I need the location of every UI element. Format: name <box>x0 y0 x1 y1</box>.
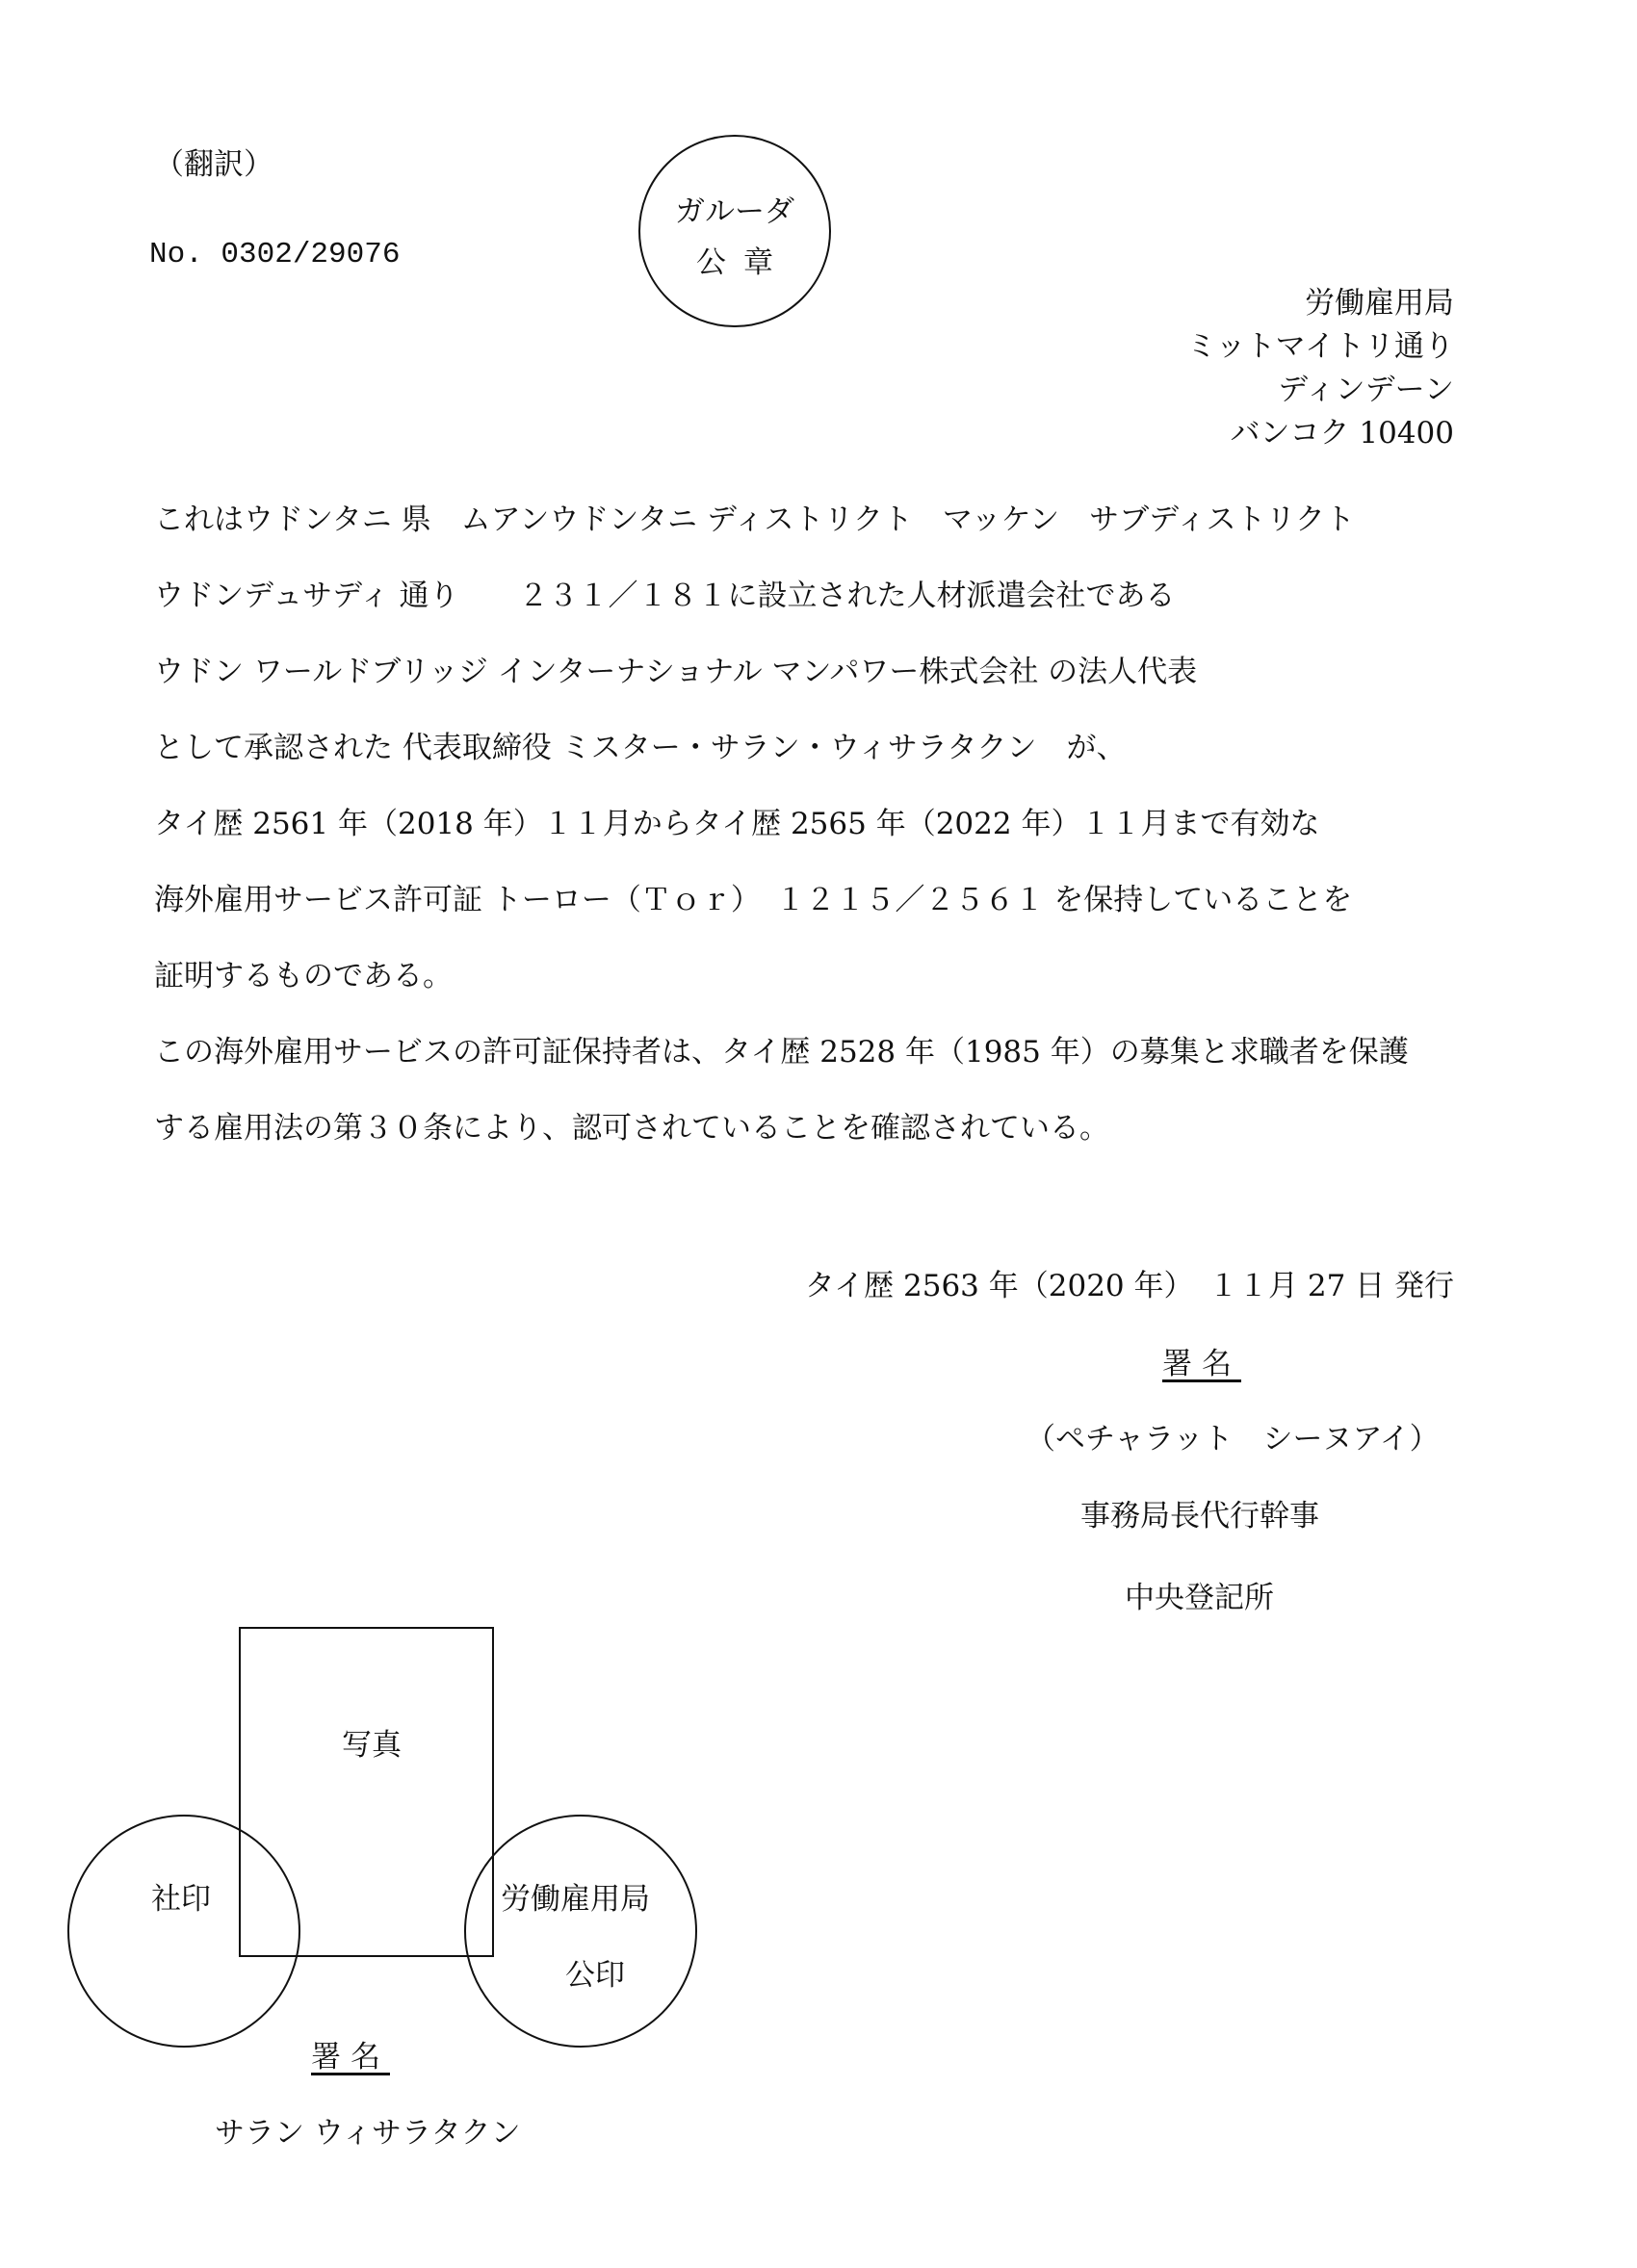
signer-title: 事務局長代行幹事 <box>1080 1499 1319 1533</box>
body-line: ウドン ワールドブリッジ インターナショナル マンパワー株式会社 の法人代表 <box>154 655 1198 689</box>
body-line: これはウドンタニ 県 ムアンウドンタニ ディストリクト マッケン サブディストリクト <box>154 503 1355 537</box>
body-line: として承認された 代表取締役 ミスター・サラン・ウィサラタクン が、 <box>154 731 1127 765</box>
address-line: 労働雇用局 <box>1305 286 1454 321</box>
address-line: ディンデーン <box>1278 373 1454 407</box>
garuda-seal-line1: ガルーダ <box>675 194 794 229</box>
translation-note: （翻訳） <box>154 147 273 182</box>
photo-label: 写真 <box>342 1728 402 1763</box>
body-line: する雇用法の第３０条により、認可されていることを確認されている。 <box>154 1111 1109 1146</box>
holder-signature-label: 署名 <box>311 2040 390 2075</box>
address-line: バンコク 10400 <box>1230 416 1454 451</box>
body-line: ウドンデュサディ 通り ２３１／１８１に設立された人材派遣会社である <box>154 579 1176 613</box>
certificate-body <box>154 501 1409 1185</box>
garuda-seal <box>638 135 831 327</box>
issuer-address <box>1186 284 1454 457</box>
body-line: 証明するものである。 <box>154 959 453 993</box>
body-line: この海外雇用サービスの許可証保持者は、タイ歴 2528 年（1985 年）の募集と求職者を保護 <box>154 1035 1409 1070</box>
holder-name: サラン ウィサラタクン <box>215 2116 521 2151</box>
body-line: タイ歴 2561 年（2018 年）１１月からタイ歴 2565 年（2022 年）１１月まで有効な <box>154 807 1320 841</box>
body-line: 海外雇用サービス許可証 トーロー（Ｔｏｒ） １２１５／２５６１ を保持していることを <box>154 883 1353 917</box>
labor-seal-line2: 公印 <box>565 1958 625 1993</box>
labor-seal-line1: 労働雇用局 <box>501 1882 650 1917</box>
signer-name: （ペチャラット シーヌアイ） <box>1026 1422 1440 1456</box>
labor-office-seal <box>464 1815 697 2048</box>
company-seal-label: 社印 <box>151 1882 211 1917</box>
company-seal <box>67 1815 300 2048</box>
document-number: No. 0302/29076 <box>149 238 401 271</box>
issue-date: タイ歴 2563 年（2020 年） １１月 27 日 発行 <box>804 1269 1454 1303</box>
signer-office: 中央登記所 <box>1125 1581 1274 1615</box>
garuda-seal-line2: 公章 <box>696 245 791 280</box>
address-line: ミットマイトリ通り <box>1186 329 1454 364</box>
official-signature-label: 署名 <box>1162 1347 1241 1381</box>
